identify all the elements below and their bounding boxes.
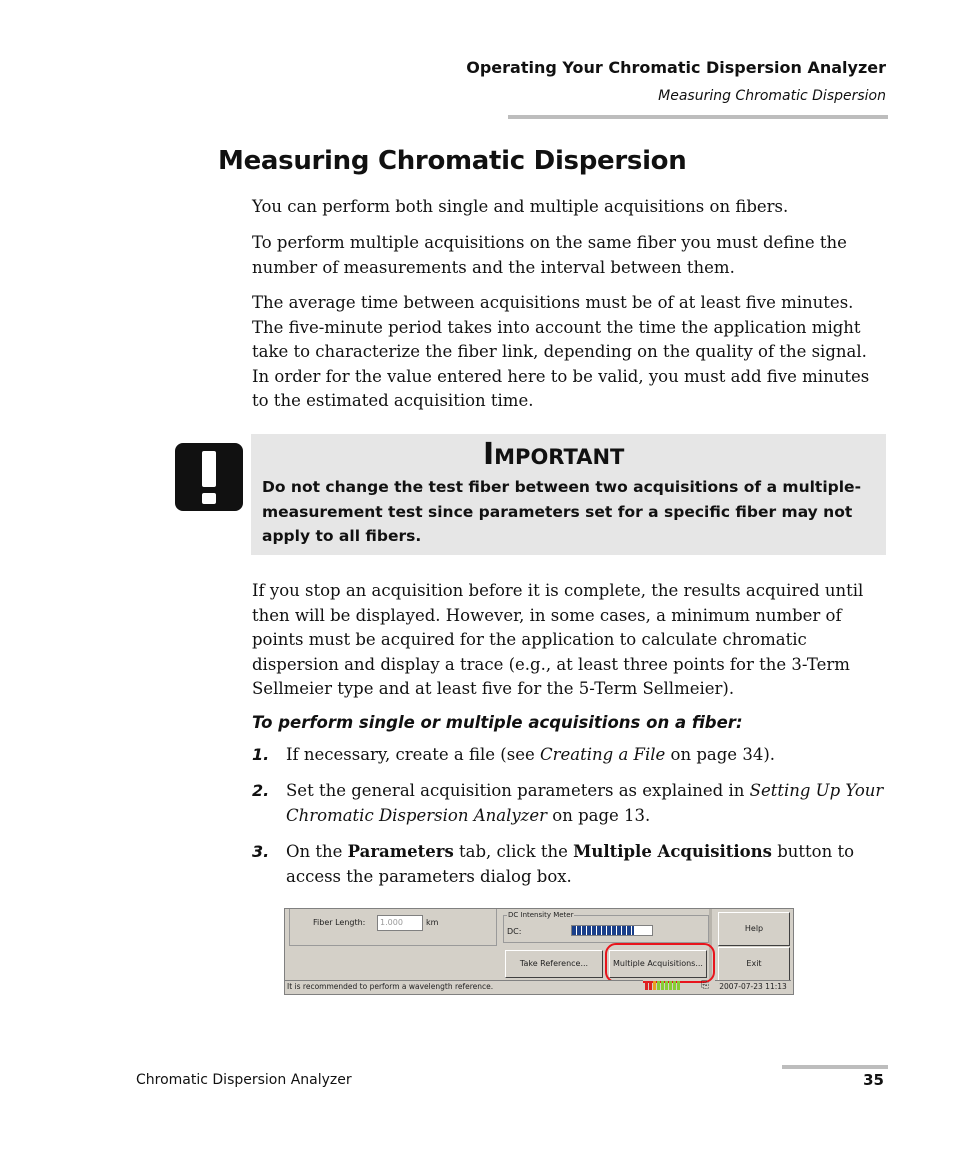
important-text: Do not change the test fiber between two acquisitions of a multiple-measurement test since parameters set for a specific fiber may not apply to all fibers. [262, 478, 862, 545]
running-header-subtitle: Measuring Chromatic Dispersion [658, 88, 886, 104]
fiber-length-label: Fiber Length: [313, 918, 366, 927]
fiber-length-unit: km [426, 918, 439, 927]
dc-level-meter [571, 925, 653, 936]
paragraph-average-time: The average time between acquisitions must be of at least five minutes. The five-minute period takes into account the time the application might take to characterize the fiber link, depending on the quality of the signal. In order for the value entered here to be valid, you must add five minutes to the estimated acquisition time. [252, 293, 870, 411]
exit-button[interactable]: Exit [718, 947, 790, 981]
step-1-reference: Creating a File [539, 745, 666, 764]
plug-icon: ⎘ [701, 980, 709, 991]
step-2-text: Set the general acquisition parameters as explained in Setting Up Your Chromatic Dispersion Analyzer on page 13. [286, 781, 884, 825]
paragraph-stop-acquisition: If you stop an acquisition before it is complete, the results acquired until then will be displayed. However, in some cases, a minimum number of points must be acquired for the application to calculate chromatic dispersion and display a trace (e.g., at least three points for the 3-Term Sellmeier type and at least five for the 5-Term Sellmeier). [252, 581, 864, 699]
signal-level-indicator [645, 981, 699, 991]
header-rule [508, 115, 888, 119]
step-2-number: 2. [252, 781, 270, 800]
footer-product-name: Chromatic Dispersion Analyzer [136, 1072, 352, 1088]
paragraph-intro: You can perform both single and multiple acquisitions on fibers. [252, 197, 789, 216]
footer-rule [782, 1065, 888, 1069]
application-screenshot [284, 908, 794, 995]
take-reference-button[interactable]: Take Reference... [505, 950, 603, 978]
status-bar-message: It is recommended to perform a wavelength reference. [285, 980, 643, 993]
step-3-number: 3. [252, 842, 270, 861]
dc-level-fill [572, 926, 634, 935]
step-3-text: On the Parameters tab, click the Multiple Acquisitions button to access the parameters dialog box. [286, 842, 855, 886]
fiber-length-field[interactable]: 1.000 [377, 915, 423, 931]
page-number: 35 [863, 1071, 884, 1089]
multiple-acquisitions-button[interactable]: Multiple Acquisitions... [609, 950, 707, 978]
important-title: Important [483, 437, 625, 472]
running-header-title: Operating Your Chromatic Dispersion Analyzer [466, 58, 886, 77]
step-1-text: If necessary, create a file (see Creating a File on page 34). [286, 745, 775, 764]
paragraph-define: To perform multiple acquisitions on the same fiber you must define the number of measurements and the interval between them. [252, 233, 847, 277]
help-button[interactable]: Help [718, 912, 790, 946]
important-warning-icon [175, 443, 243, 511]
section-title: Measuring Chromatic Dispersion [218, 146, 687, 176]
dc-intensity-label: DC Intensity Meter [508, 911, 574, 919]
procedure-title: To perform single or multiple acquisitions on a fiber: [252, 713, 743, 732]
dc-label: DC: [507, 927, 522, 936]
status-datetime: 2007-07-23 11:13 [715, 980, 791, 993]
step-2-reference: Setting Up Your Chromatic Dispersion Analyzer [286, 781, 884, 825]
multiple-acquisitions-highlight [605, 943, 715, 983]
step-1-number: 1. [252, 745, 270, 764]
